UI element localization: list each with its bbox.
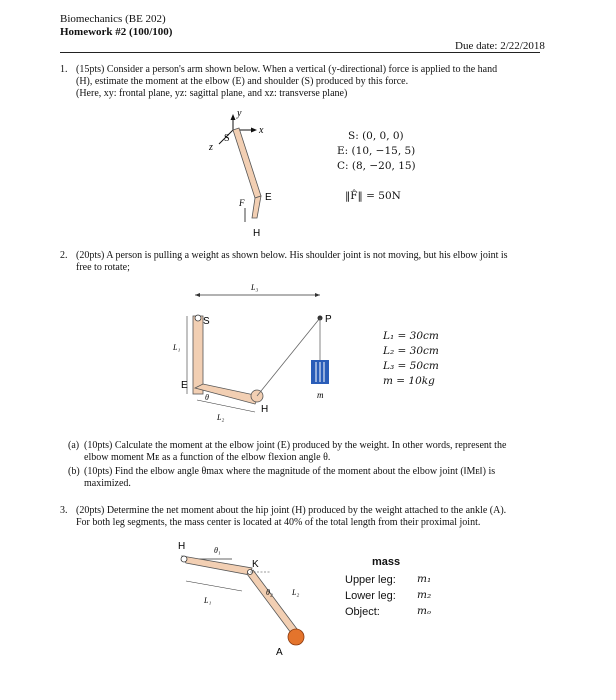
l3-arrow-right xyxy=(315,293,320,297)
upper-arm xyxy=(193,316,203,394)
elbow-label: E xyxy=(265,192,272,203)
theta-label: θ xyxy=(205,393,209,402)
course-title: Biomechanics (BE 202) xyxy=(60,13,166,25)
ankle-weight xyxy=(288,629,304,645)
hip-label: H xyxy=(178,541,186,552)
q1-coord-c: C: (8, −20, 15) xyxy=(337,160,416,172)
q2-param-l1: L₁ = 30cm xyxy=(383,330,439,342)
q2-param-l3: L₃ = 50cm xyxy=(383,360,439,372)
q3-leg-figure xyxy=(170,535,330,660)
y-axis-arrow xyxy=(231,114,236,120)
lower-leg xyxy=(247,570,300,637)
mass-table-title: mass xyxy=(372,556,401,568)
mass-lower-label: Lower leg: xyxy=(345,590,396,602)
q1-arm-figure xyxy=(195,108,295,243)
q2b-label: (b) xyxy=(68,466,80,477)
forearm xyxy=(252,196,261,218)
upper-arm xyxy=(233,128,261,198)
shoulder-label: S xyxy=(203,316,210,327)
q2-text xyxy=(76,250,551,274)
l1-label: L₁ xyxy=(173,343,181,352)
q2-param-m: m = 10kg xyxy=(383,375,435,387)
q1-coord-e: E: (10, −15, 5) xyxy=(337,145,416,157)
l3-label: L₃ xyxy=(251,283,259,292)
x-axis-label: x xyxy=(259,125,264,136)
q3-text xyxy=(76,505,551,529)
shoulder-joint xyxy=(195,315,201,321)
l1-dimension-line xyxy=(186,581,242,591)
rope-to-pulley xyxy=(257,318,320,396)
q2-line1: (20pts) A person is pulling a weight as shown below. His shoulder joint is not moving, but his elbow joint is xyxy=(76,250,508,261)
q3-line1: (20pts) Determine the net moment about the hip joint (H) produced by the weight attached to the ankle (A). xyxy=(76,505,507,516)
q3-number: 3. xyxy=(60,505,68,516)
elbow-label: E xyxy=(181,380,188,391)
q2-line2: free to rotate; xyxy=(76,262,130,273)
q2a-line1: (10pts) Calculate the moment at the elbow joint (E) produced by the weight. In other words, represent the xyxy=(84,440,507,451)
theta1-label: θ₁ xyxy=(214,546,221,555)
q2-number: 2. xyxy=(60,250,68,261)
force-label: F xyxy=(239,198,245,208)
q1-text xyxy=(76,64,546,100)
theta2-label: θ₂ xyxy=(266,588,273,597)
q2-param-l2: L₂ = 30cm xyxy=(383,345,439,357)
q3-line2: For both leg segments, the mass center is located at 40% of the total length from their proximal joint. xyxy=(76,517,481,528)
l3-arrow-left xyxy=(195,293,200,297)
q2a-label: (a) xyxy=(68,440,80,451)
mass-object-value: mₒ xyxy=(417,605,432,617)
z-axis-label: z xyxy=(209,142,213,153)
mass-upper-label: Upper leg: xyxy=(345,574,396,586)
l2-label: L₂ xyxy=(217,413,225,422)
q2b-text xyxy=(84,466,554,490)
hand-label: H xyxy=(253,228,261,239)
l1-label: L₁ xyxy=(204,596,212,605)
knee-label: K xyxy=(252,559,259,570)
q1-line2: (H), estimate the moment at the elbow (E) and shoulder (S) produced by this force. xyxy=(76,76,409,87)
q2b-line2: maximized. xyxy=(84,478,131,489)
q1-line3: (Here, xy: frontal plane, yz: sagittal plane, and xz: transverse plane) xyxy=(76,88,348,99)
q2-pulling-figure xyxy=(165,278,345,428)
mass-upper-value: m₁ xyxy=(417,573,432,585)
pulley-label: P xyxy=(325,314,332,325)
mass-object-label: Object: xyxy=(345,606,380,618)
header-divider xyxy=(60,52,540,53)
hand-label: H xyxy=(261,404,269,415)
q2b-line1: (10pts) Find the elbow angle θmax where the magnitude of the moment about the elbow joint (‖Mᴇ‖) is xyxy=(84,466,496,477)
l2-label: L₂ xyxy=(292,588,300,597)
q2a-line2: elbow moment Mᴇ as a function of the elbow flexion angle θ. xyxy=(84,452,331,463)
due-date: Due date: 2/22/2018 xyxy=(455,40,545,52)
shoulder-label: S xyxy=(224,133,230,144)
q1-force-magnitude: ‖F̂‖ = 50N xyxy=(345,190,401,202)
q1-coord-s: S: (0, 0, 0) xyxy=(348,130,404,142)
x-axis-arrow xyxy=(251,128,257,133)
q1-line1: (15pts) Consider a person's arm shown below. When a vertical (y-directional) force is applied to the hand xyxy=(76,64,498,75)
ankle-label: A xyxy=(276,647,283,658)
q1-number: 1. xyxy=(60,64,68,75)
mass-lower-value: m₂ xyxy=(417,589,432,601)
hip-joint xyxy=(181,556,187,562)
homework-title: Homework #2 (100/100) xyxy=(60,26,173,38)
y-axis-label: y xyxy=(237,108,242,119)
mass-label: m xyxy=(317,390,324,400)
q2a-text xyxy=(84,440,554,464)
